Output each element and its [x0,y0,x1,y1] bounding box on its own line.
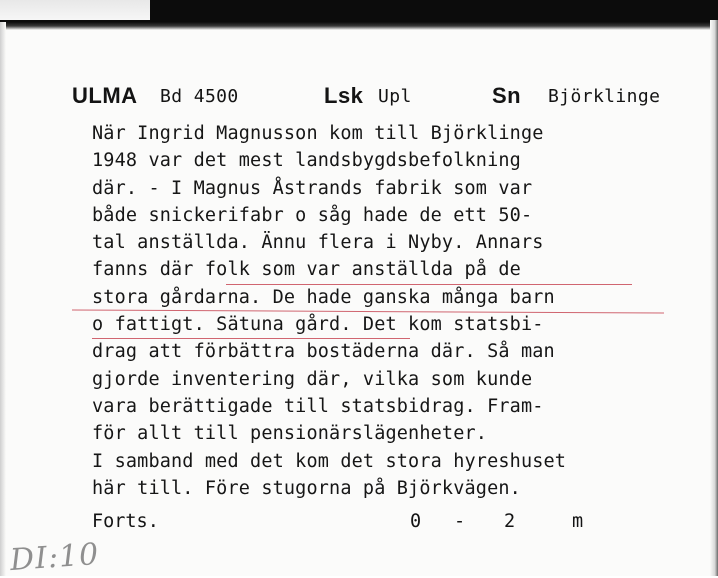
text-line: tal anställda. Ännu flera i Nyby. Annars [92,232,544,254]
continued-label: Forts. [92,511,159,532]
text-line: stora gårdarna. De hade ganska många barn [92,286,555,308]
text-line: fanns där folk som var anställda på de [92,259,521,281]
text-line: både snickerifabr o såg hade de ett 50- [92,204,533,226]
text-line: här till. Före stugorna på Björkvägen. [92,477,521,499]
landskap-value: Upl [378,86,412,107]
code-dash: - [454,511,466,532]
text-line: 1948 var det mest landsbygdsbefolkning [92,150,521,172]
text-line: gjorde inventering där, vilka som kunde [92,368,533,390]
red-underline-mark [226,284,632,285]
card-top-edge-highlight [0,0,150,20]
landskap-label: Lsk [324,83,364,108]
code-part-b: 2 [504,511,516,532]
handwritten-note: DI:10 [8,536,101,578]
text-line: I samband med det kom det stora hyreshuset [92,450,567,472]
archive-name: ULMA [72,83,138,108]
text-line: drag att förbättra bostäderna där. Så man [92,341,555,363]
archive-number: Bd 4500 [160,86,239,107]
text-line: där. - I Magnus Åstrands fabrik som var [92,177,533,199]
text-line: vara berättigade till statsbidrag. Fram- [92,395,544,417]
socken-label: Sn [492,83,522,108]
red-underline-mark [92,338,410,339]
text-line: för allt till pensionärslägenheter. [92,423,488,445]
code-part-c: m [572,511,584,532]
card-left-edge [0,22,6,576]
card-right-edge [710,20,718,576]
text-line: o fattigt. Sätuna gård. Det kom statsbi- [92,314,544,336]
socken-value: Björklinge [548,86,661,107]
card-footer [92,508,692,536]
card-header [72,82,692,110]
text-line: När Ingrid Magnusson kom till Björklinge [92,123,544,144]
code-part-a: 0 [410,511,422,532]
